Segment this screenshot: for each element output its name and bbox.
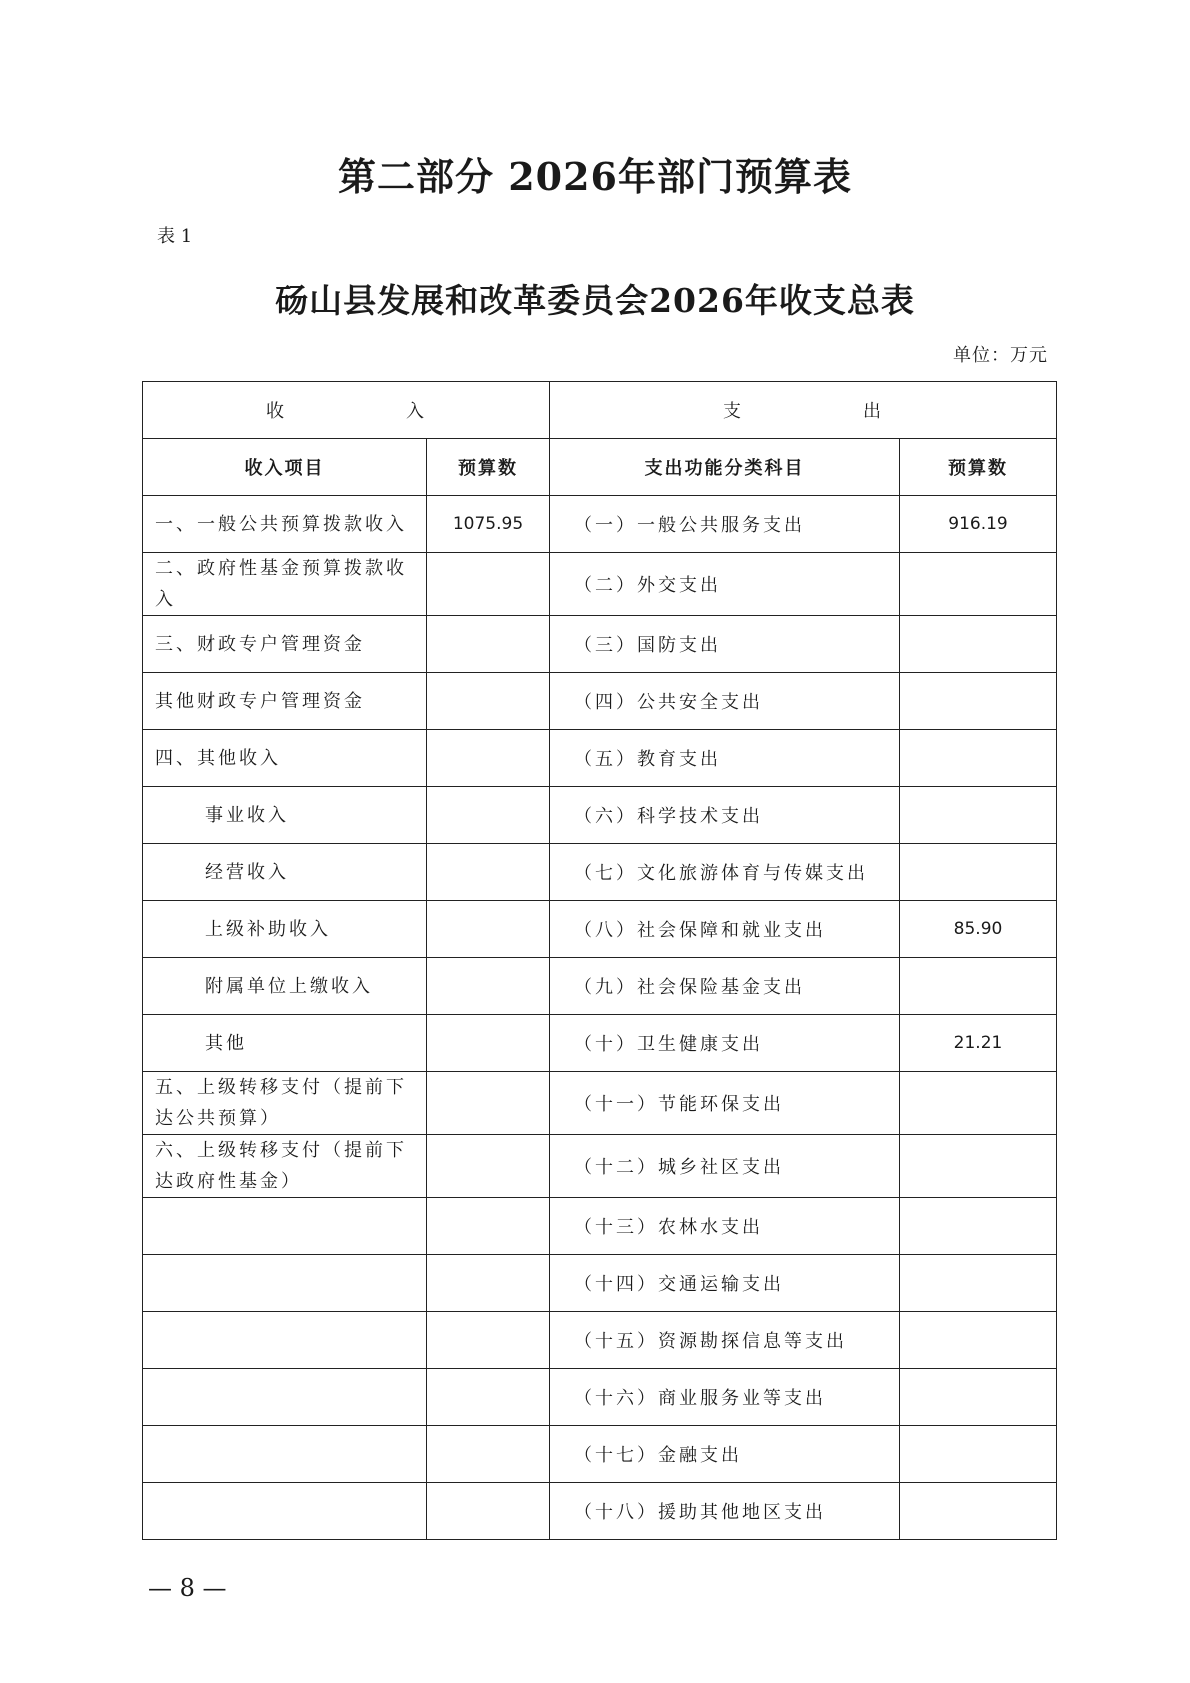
table-row [143, 1312, 1057, 1369]
page-number: — 8 — [148, 1574, 227, 1602]
income-amount-cell [427, 730, 550, 787]
income-amount-cell [427, 1369, 550, 1426]
expense-item-cell: （九）社会保险基金支出 [550, 958, 900, 1015]
expense-item-header: 支出功能分类科目 [550, 439, 900, 496]
table-row [143, 1135, 1057, 1198]
income-amount-header: 预算数 [427, 439, 550, 496]
expense-item-cell: （十）卫生健康支出 [550, 1015, 900, 1072]
expense-item-cell: （一）一般公共服务支出 [550, 496, 900, 553]
table-row [143, 787, 1057, 844]
income-item-cell [143, 1255, 427, 1312]
income-item-cell: 经营收入 [143, 844, 427, 901]
table-row [143, 673, 1057, 730]
part-title: 第二部分 2026年部门预算表 [338, 154, 852, 199]
expense-amount-cell [900, 1369, 1057, 1426]
expense-amount-cell [900, 1426, 1057, 1483]
income-item-cell: 三、财政专户管理资金 [143, 616, 427, 673]
income-item-cell: 二、政府性基金预算拨款收入 [143, 553, 427, 616]
expense-item-cell: （六）科学技术支出 [550, 787, 900, 844]
income-amount-cell [427, 958, 550, 1015]
income-amount-cell [427, 787, 550, 844]
expense-amount-cell [900, 673, 1057, 730]
expense-item-cell: （十七）金融支出 [550, 1426, 900, 1483]
table-row [143, 1072, 1057, 1135]
income-amount-cell [427, 1483, 550, 1540]
income-amount-cell [427, 1426, 550, 1483]
expense-item-cell: （十五）资源勘探信息等支出 [550, 1312, 900, 1369]
expense-item-cell: （五）教育支出 [550, 730, 900, 787]
table-row [143, 1483, 1057, 1540]
table-row [143, 616, 1057, 673]
expense-item-cell: （十六）商业服务业等支出 [550, 1369, 900, 1426]
table-row [143, 1015, 1057, 1072]
table-row [143, 901, 1057, 958]
income-group-header [143, 382, 550, 439]
income-amount-cell [427, 901, 550, 958]
income-item-cell: 上级补助收入 [143, 901, 427, 958]
expense-amount-cell [900, 787, 1057, 844]
income-group-label-left: 收 [266, 401, 286, 422]
income-amount-cell [427, 1255, 550, 1312]
expense-amount-header: 预算数 [900, 439, 1057, 496]
table-row [143, 1369, 1057, 1426]
budget-table [142, 381, 1057, 1540]
expense-amount-cell [900, 1198, 1057, 1255]
expense-item-cell: （二）外交支出 [550, 553, 900, 616]
expense-amount-cell [900, 1483, 1057, 1540]
income-item-cell: 其他 [143, 1015, 427, 1072]
expense-amount-cell [900, 616, 1057, 673]
unit-label: 单位：万元 [953, 345, 1048, 366]
expense-group-label-left: 支 [723, 401, 743, 422]
expense-amount-cell: 916.19 [900, 496, 1057, 553]
income-item-cell: 一、一般公共预算拨款收入 [143, 496, 427, 553]
group-header-row [143, 382, 1057, 439]
expense-amount-cell [900, 1255, 1057, 1312]
income-item-cell [143, 1483, 427, 1540]
table-number: 表 1 [157, 226, 193, 247]
income-amount-cell: 1075.95 [427, 496, 550, 553]
income-group-label-right: 入 [406, 401, 426, 422]
expense-amount-cell [900, 1312, 1057, 1369]
table-row [143, 1255, 1057, 1312]
expense-group-header [550, 382, 1057, 439]
expense-group-label-right: 出 [863, 401, 883, 422]
expense-item-cell: （八）社会保障和就业支出 [550, 901, 900, 958]
income-item-cell: 六、上级转移支付（提前下达政府性基金） [143, 1135, 427, 1198]
income-item-cell: 四、其他收入 [143, 730, 427, 787]
table-row [143, 496, 1057, 553]
expense-item-cell: （十二）城乡社区支出 [550, 1135, 900, 1198]
income-amount-cell [427, 616, 550, 673]
table-row [143, 553, 1057, 616]
expense-amount-cell [900, 1135, 1057, 1198]
table-row [143, 1198, 1057, 1255]
income-item-cell [143, 1426, 427, 1483]
expense-amount-cell: 21.21 [900, 1015, 1057, 1072]
expense-item-cell: （十四）交通运输支出 [550, 1255, 900, 1312]
income-amount-cell [427, 1312, 550, 1369]
expense-amount-cell [900, 958, 1057, 1015]
expense-item-cell: （十一）节能环保支出 [550, 1072, 900, 1135]
expense-amount-cell [900, 730, 1057, 787]
income-amount-cell [427, 1015, 550, 1072]
income-item-cell: 附属单位上缴收入 [143, 958, 427, 1015]
table-row [143, 958, 1057, 1015]
income-item-cell: 事业收入 [143, 787, 427, 844]
income-amount-cell [427, 1135, 550, 1198]
income-amount-cell [427, 673, 550, 730]
income-item-cell: 五、上级转移支付（提前下达公共预算） [143, 1072, 427, 1135]
expense-item-cell: （三）国防支出 [550, 616, 900, 673]
expense-item-cell: （十八）援助其他地区支出 [550, 1483, 900, 1540]
income-amount-cell [427, 553, 550, 616]
income-item-header: 收入项目 [143, 439, 427, 496]
expense-item-cell: （十三）农林水支出 [550, 1198, 900, 1255]
table-row [143, 1426, 1057, 1483]
income-item-cell [143, 1312, 427, 1369]
expense-amount-cell [900, 844, 1057, 901]
expense-item-cell: （七）文化旅游体育与传媒支出 [550, 844, 900, 901]
column-header-row [143, 439, 1057, 496]
expense-amount-cell [900, 1072, 1057, 1135]
income-amount-cell [427, 844, 550, 901]
income-item-cell: 其他财政专户管理资金 [143, 673, 427, 730]
income-amount-cell [427, 1198, 550, 1255]
expense-amount-cell: 85.90 [900, 901, 1057, 958]
expense-amount-cell [900, 553, 1057, 616]
table-row [143, 730, 1057, 787]
expense-item-cell: （四）公共安全支出 [550, 673, 900, 730]
income-item-cell [143, 1198, 427, 1255]
table-row [143, 844, 1057, 901]
income-item-cell [143, 1369, 427, 1426]
income-amount-cell [427, 1072, 550, 1135]
table-title: 砀山县发展和改革委员会2026年收支总表 [275, 281, 915, 320]
